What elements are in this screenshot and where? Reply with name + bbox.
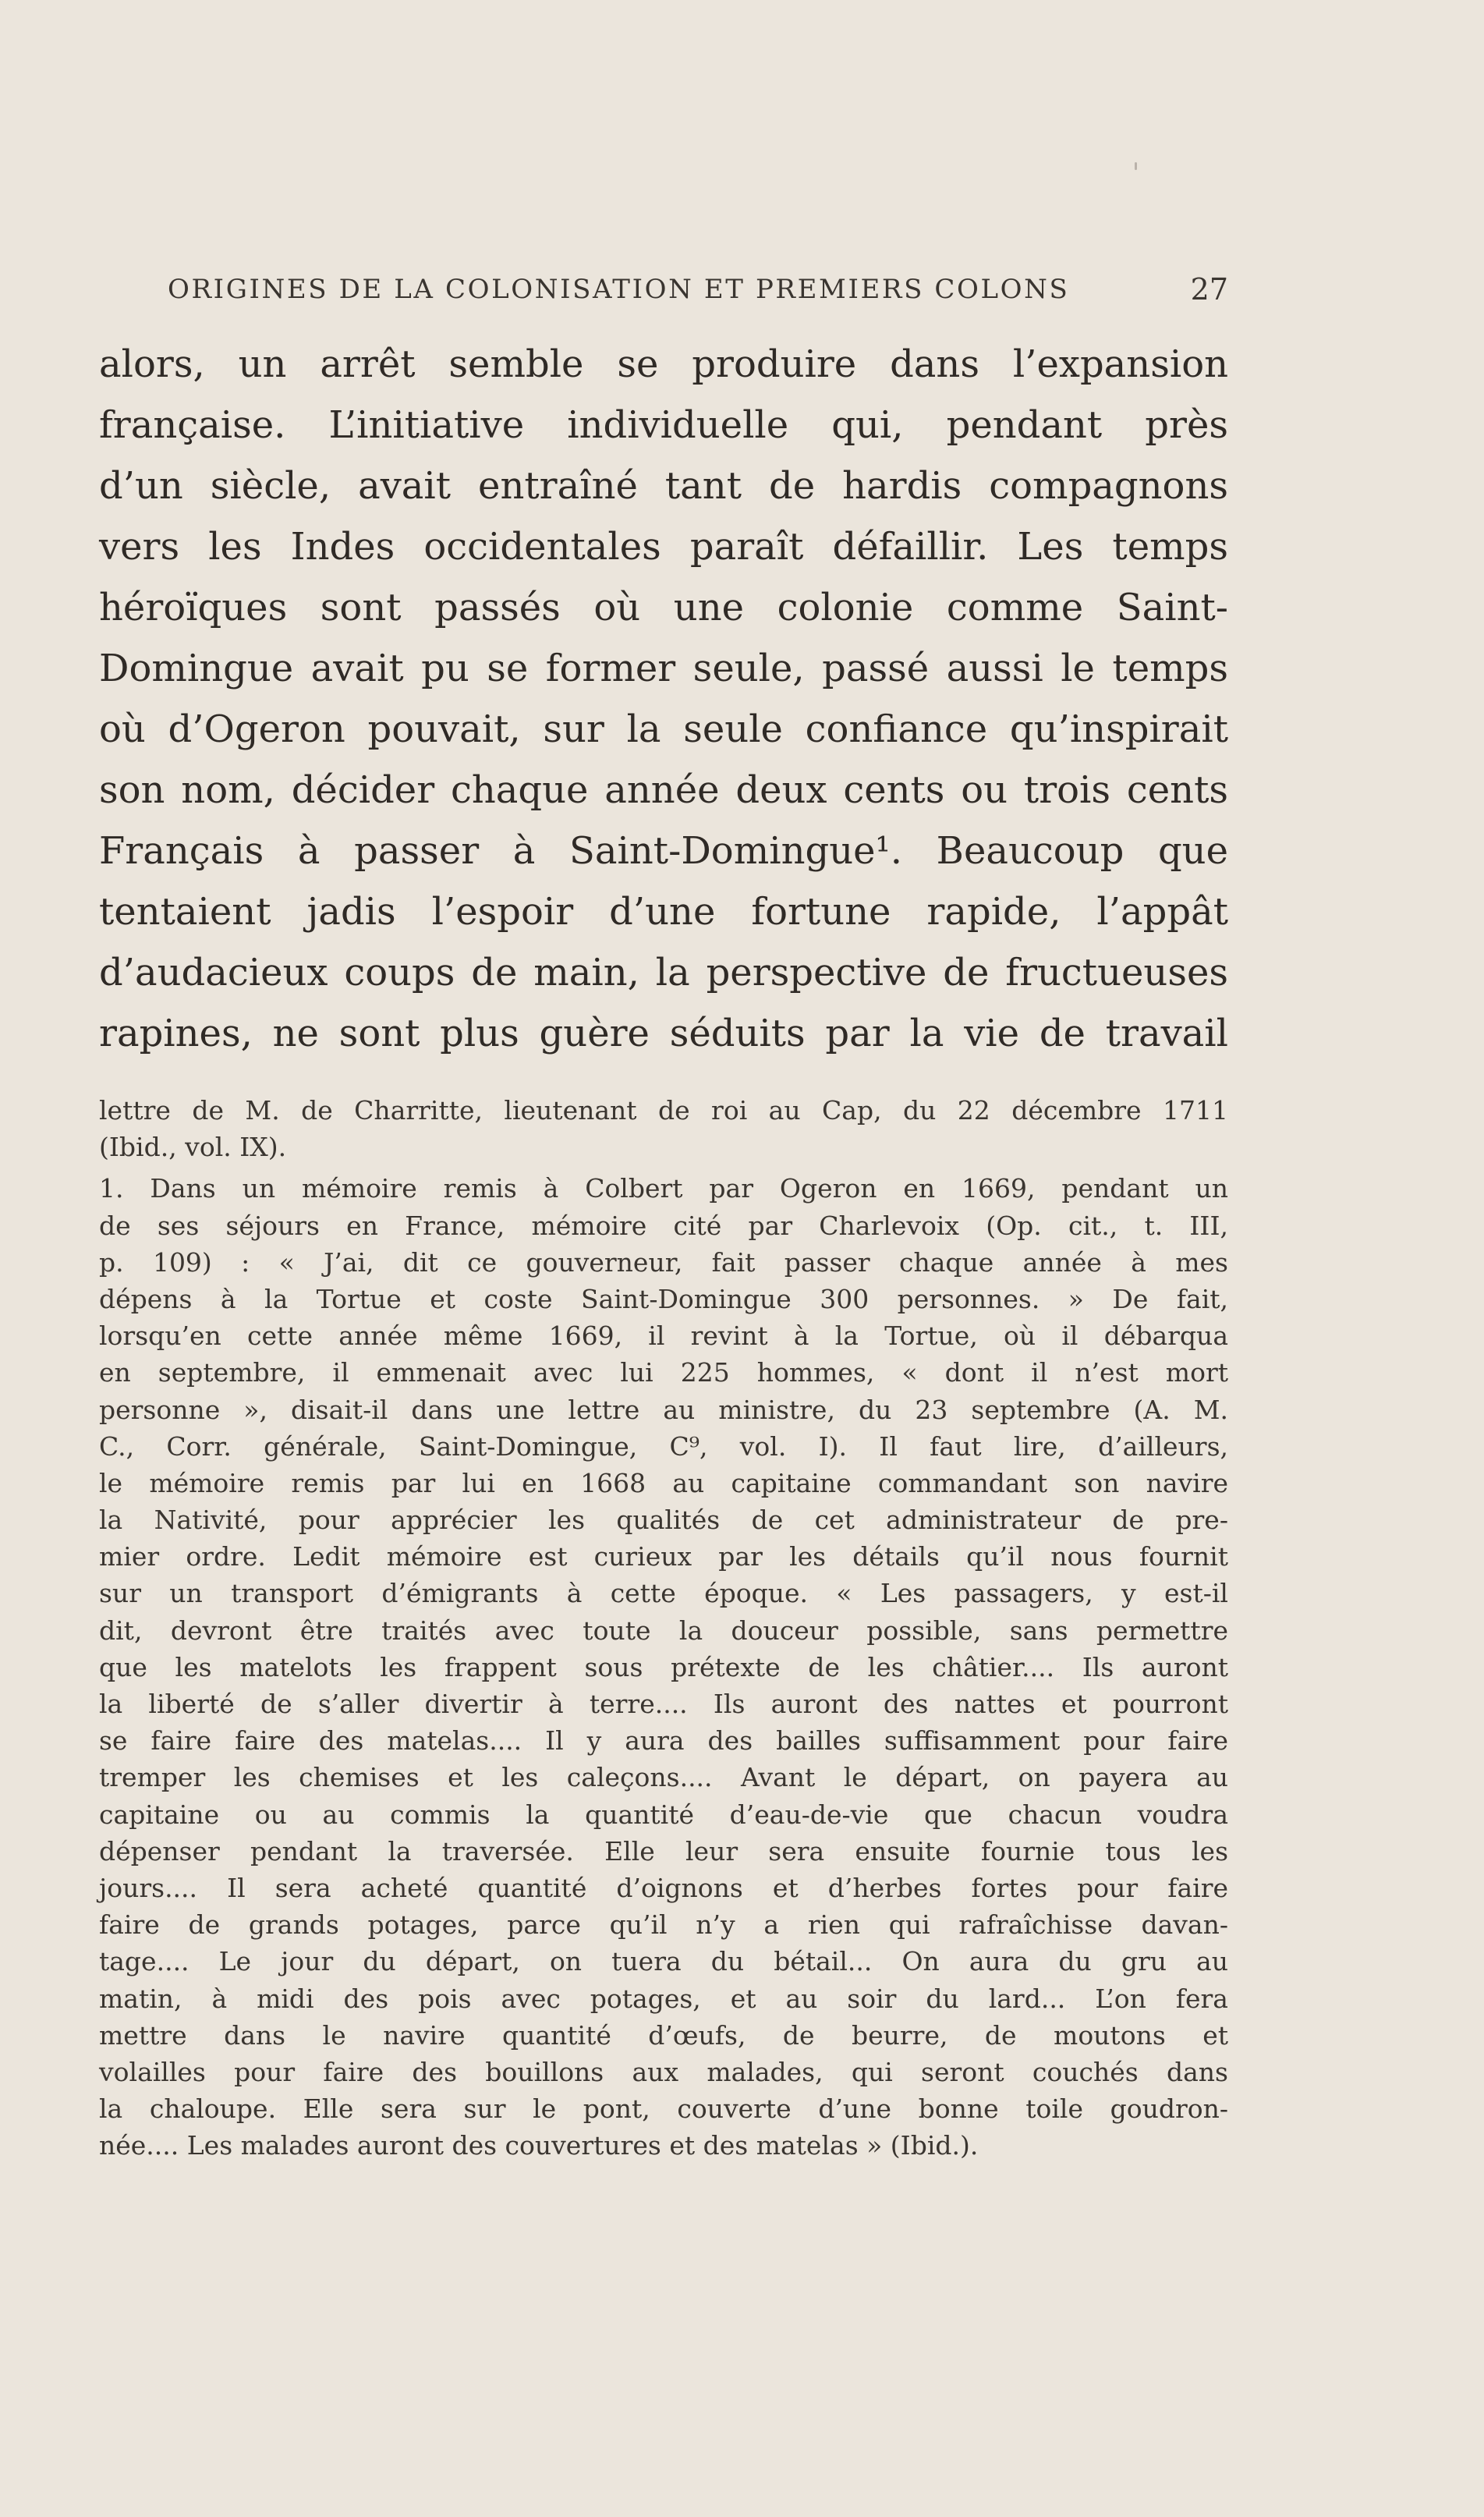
body-line: Domingue avait pu se former seule, passé aussi le temps <box>99 647 1228 690</box>
footnote-1-line: la Nativité, pour apprécier les qualités de cet administrateur de pre- <box>99 1505 1228 1536</box>
footnote-1-line: sur un transport d’émigrants à cette époque. « Les passagers, y est-il <box>99 1578 1228 1609</box>
body-line: où d’Ogeron pouvait, sur la seule confiance qu’inspirait <box>99 707 1228 751</box>
body-line: vers les Indes occidentales paraît défaillir. Les temps <box>99 525 1228 569</box>
body-line: rapines, ne sont plus guère séduits par la vie de travail <box>99 1012 1228 1055</box>
main-paragraph <box>99 334 1228 1064</box>
footnote-1-line: dit, devront être traités avec toute la douceur possible, sans permettre <box>99 1615 1228 1646</box>
footnote-1-line: la chaloupe. Elle sera sur le pont, couverte d’une bonne toile goudron- <box>99 2093 1228 2125</box>
footnote-1-line: p. 109) : « J’ai, dit ce gouverneur, fait passer chaque année à mes <box>99 1246 1228 1278</box>
body-line: son nom, décider chaque année deux cents ou trois cents <box>99 768 1228 812</box>
paper-speck <box>1135 162 1137 170</box>
body-line: Français à passer à Saint-Domingue¹. Beaucoup que <box>99 829 1228 873</box>
footnote-1-line: que les matelots les frappent sous prétexte de les châtier.... Ils auront <box>99 1651 1228 1682</box>
footnote-1-line: la liberté de s’aller divertir à terre.... Ils auront des nattes et pourront <box>99 1689 1228 1719</box>
footnote-1-line: se faire faire des matelas.... Il y aura des bailles suffisamment pour faire <box>99 1725 1228 1757</box>
footnote-1-line: le mémoire remis par lui en 1668 au capitaine commandant son navire <box>99 1467 1228 1498</box>
footnote-1-line: tage.... Le jour du départ, on tuera du bétail... On aura du gru au <box>99 1946 1228 1977</box>
body-line: d’audacieux coups de main, la perspective de fructueuses <box>99 951 1228 994</box>
footnote-1-line: faire de grands potages, parce qu’il n’y a rien qui rafraîchisse davan- <box>99 1909 1228 1941</box>
footnote-1-line: mettre dans le navire quantité d’œufs, de beurre, de moutons et <box>99 2019 1228 2051</box>
footnote-1-line: lorsqu’en cette année même 1669, il revint à la Tortue, où il débarqua <box>99 1321 1228 1352</box>
footnote-1-line: personne », disait-il dans une lettre au ministre, du 23 septembre (A. M. <box>99 1394 1228 1425</box>
footnote-1-line: dépenser pendant la traversée. Elle leur sera ensuite fournie tous les <box>99 1835 1228 1866</box>
footnote-1-line: tremper les chemises et les caleçons.... Avant le départ, on payera au <box>99 1762 1228 1793</box>
footnote-1-line: capitaine ou au commis la quantité d’eau-de-vie que chacun voudra <box>99 1799 1228 1830</box>
body-line: française. L’initiative individuelle qui, pendant près <box>99 403 1228 447</box>
footnote-1-line: matin, à midi des pois avec potages, et au soir du lard... L’on fera <box>99 1983 1228 2014</box>
footnote-1-line: de ses séjours en France, mémoire cité par Charlevoix (Op. cit., t. III, <box>99 1210 1228 1241</box>
page-number: 27 <box>1190 272 1228 307</box>
footnote-1-line: mier ordre. Ledit mémoire est curieux par les détails qu’il nous fournit <box>99 1541 1228 1572</box>
body-line: alors, un arrêt semble se produire dans l’expansion <box>99 342 1228 386</box>
footnote-1-line: volailles pour faire des bouillons aux malades, qui seront couchés dans <box>99 2056 1228 2087</box>
body-line: d’un siècle, avait entraîné tant de hardis compagnons <box>99 464 1228 508</box>
body-line: héroïques sont passés où une colonie comme Saint- <box>99 586 1228 629</box>
footnotes <box>99 1092 1228 2164</box>
body-line: tentaient jadis l’espoir d’une fortune rapide, l’appât <box>99 890 1228 934</box>
footnote-1-line: 1. Dans un mémoire remis à Colbert par Ogeron en 1669, pendant un <box>99 1173 1228 1204</box>
footnote-1-line: dépens à la Tortue et coste Saint-Domingue 300 personnes. » De fait, <box>99 1283 1228 1314</box>
footnote-1-line: en septembre, il emmenait avec lui 225 hommes, « dont il n’est mort <box>99 1357 1228 1388</box>
running-head <box>168 269 1228 310</box>
footnote-1-line: née.... Les malades auront des couvertures et des matelas » (Ibid.). <box>99 2130 979 2161</box>
footnote-1-line: jours.... Il sera acheté quantité d’oignons et d’herbes fortes pour faire <box>99 1872 1228 1903</box>
footnote-continued-line: (Ibid., vol. IX). <box>99 1132 287 1163</box>
footnote-continued-line: lettre de M. de Charritte, lieutenant de roi au Cap, du 22 décembre 1711 <box>99 1095 1228 1126</box>
footnote-1-line: C., Corr. générale, Saint-Domingue, C⁹, vol. I). Il faut lire, d’ailleurs, <box>99 1430 1228 1462</box>
running-title: ORIGINES DE LA COLONISATION ET PREMIERS COLONS <box>168 274 1070 305</box>
